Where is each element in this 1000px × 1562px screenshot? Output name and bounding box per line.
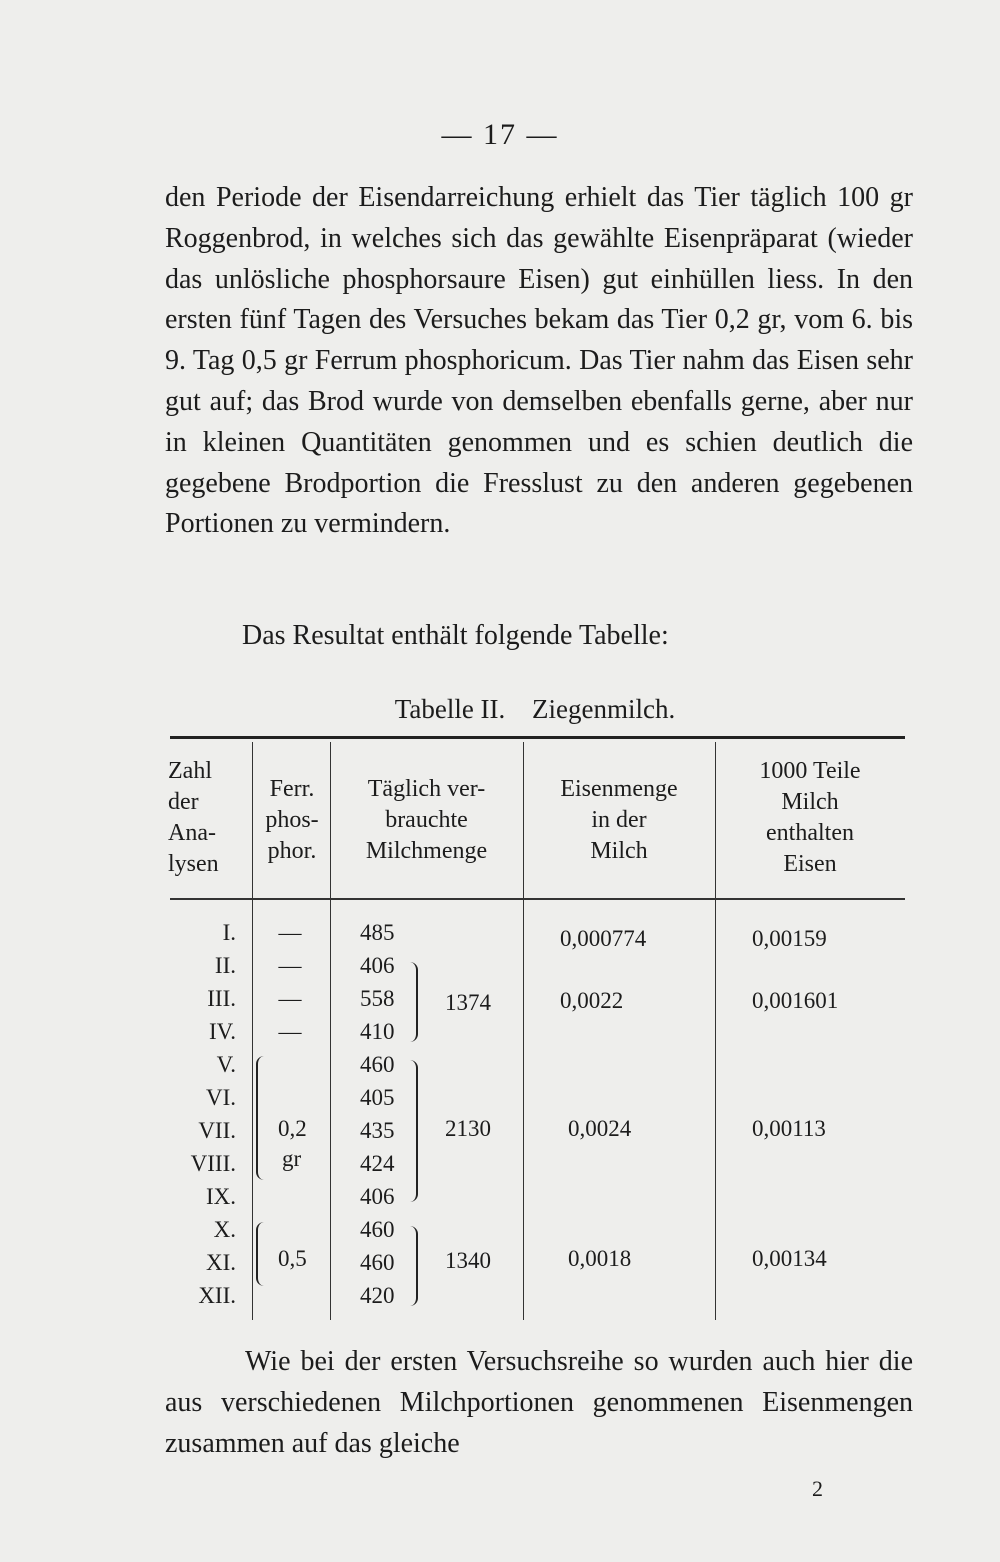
milk-brace — [410, 1060, 418, 1202]
group-3-per-1000: 0,00134 — [752, 1246, 827, 1271]
page-number: — 17 — — [441, 118, 559, 151]
table-row: IX. — [205, 1184, 236, 1209]
row-1-per-1000: 0,00159 — [752, 926, 827, 951]
table-row: II. — [214, 953, 236, 978]
ferr-brace — [256, 1222, 264, 1286]
table-row: VII. — [198, 1118, 236, 1143]
ferr-dash: — — [278, 920, 302, 945]
milk-value: 460 — [360, 1052, 395, 1077]
header-iron-amount: Eisenmenge in der Milch — [560, 776, 678, 864]
ferr-dash: — — [278, 953, 302, 978]
milk-value: 420 — [360, 1283, 395, 1308]
ferr-dash: — — [278, 1019, 302, 1044]
table-top-rule — [170, 736, 905, 739]
table-row: X. — [213, 1217, 236, 1242]
header-ferr-phosphor: Ferr. phos- phor. — [265, 776, 319, 864]
group-1-per-1000: 0,001601 — [752, 988, 839, 1013]
milk-value: 424 — [360, 1151, 395, 1176]
header-per-1000: 1000 Teile Milch enthalten Eisen — [759, 758, 861, 877]
milk-value: 485 — [360, 920, 395, 945]
header-analyses: Zahl der Ana- lysen — [168, 758, 219, 877]
paragraph-2: Wie bei der ersten Versuchsreihe so wurden auch hier die aus verschiedenen Milchportionen genommenen Eisenmengen zusammen auf das gleiche — [165, 1346, 913, 1459]
group-3-daily-total: 1340 — [445, 1248, 491, 1273]
group-2-per-1000: 0,00113 — [752, 1116, 826, 1141]
ferr-brace — [256, 1056, 264, 1180]
group-1-iron: 0,0022 — [560, 988, 624, 1013]
milk-value: 406 — [360, 953, 395, 978]
table-row: XI. — [205, 1250, 236, 1275]
table-row: I. — [222, 920, 236, 945]
paragraph-1: den Periode der Eisendarreichung erhielt das Tier täglich 100 gr Roggenbrod, in welches sich das gewählte Eisenpräparat (wieder das unlösliche phosphorsaure Eisen) gut einhüllen liess. In den ersten fünf Tagen des Versuches bekam das Tier 0,2 gr, vom 6. bis 9. Tag 0,5 gr Ferrum phosphoricum. Das Tier nahm das Eisen sehr gut auf; das Brod wurde von demselben ebenfalls gerne, aber nur in kleinen Quantitäten genommen und es schien deutlich die gegebene Brodportion die Fresslust zu den anderen gegebenen Portionen zu vermindern. — [165, 182, 913, 540]
group-1-daily-total: 1374 — [445, 990, 491, 1015]
table-row: V. — [216, 1052, 236, 1077]
group-3-iron: 0,0018 — [568, 1246, 632, 1271]
group-2-ferr-dose: 0,2 — [278, 1116, 307, 1141]
header-milk-amount: Täglich ver- brauchte Milchmenge — [365, 776, 488, 864]
group-2-ferr-unit: gr — [282, 1146, 302, 1171]
milk-value: 460 — [360, 1250, 395, 1275]
milk-value: 558 — [360, 986, 395, 1011]
milk-value: 406 — [360, 1184, 395, 1209]
table-row: VIII. — [190, 1151, 236, 1176]
milk-brace — [410, 1226, 418, 1306]
table-row: III. — [207, 986, 236, 1011]
table-intro: Das Resultat enthält folgende Tabelle: — [242, 620, 669, 651]
milk-brace — [410, 962, 418, 1042]
table-row: IV. — [208, 1019, 236, 1044]
table-caption — [0, 694, 1000, 725]
milk-value: 460 — [360, 1217, 395, 1242]
footer-number: 2 — [812, 1476, 823, 1501]
table-header-rule — [170, 898, 905, 900]
milk-value: 435 — [360, 1118, 395, 1143]
milk-value: 405 — [360, 1085, 395, 1110]
milk-value: 410 — [360, 1019, 395, 1044]
group-2-iron: 0,0024 — [568, 1116, 632, 1141]
group-3-ferr-dose: 0,5 — [278, 1246, 307, 1271]
row-1-iron: 0,000774 — [560, 926, 647, 951]
table-caption-number: Tabelle II. — [394, 694, 506, 724]
table-row: XII. — [198, 1283, 236, 1308]
ferr-dash: — — [278, 986, 302, 1011]
table-caption-title: Ziegenmilch. — [532, 694, 676, 724]
group-2-daily-total: 2130 — [445, 1116, 491, 1141]
table-row: VI. — [205, 1085, 236, 1110]
